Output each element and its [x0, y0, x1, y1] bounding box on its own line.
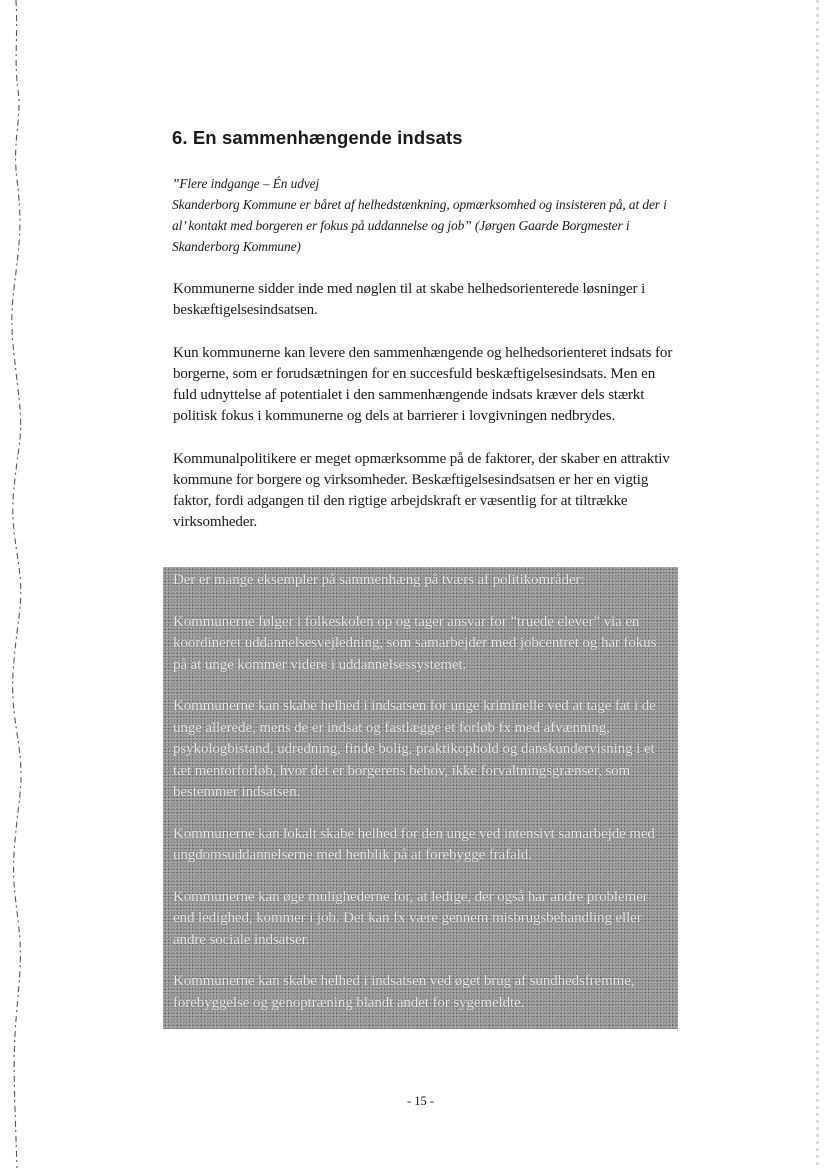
box-item-folkeskole: Kommunerne følger i folkeskolen op og tager ansvar for ”truede elever” via en koordineret uddannelsesvejledning, som samarbejder med jobcentret og har fokus på at unge kommer videre i uddannelsessystemet. — [173, 613, 657, 673]
paragraph-1: Kommunerne sidder inde med nøglen til at skabe helhedsorienterede løsninger i beskæftigelsesindsatsen. — [173, 281, 646, 318]
box-item-ledige: Kommunerne kan øge mulighederne for, at ledige, der også har andre problemer end ledighed, kommer i job. Det kan fx være gennem misbrugsbehandling eller andre sociale indsatser. — [173, 888, 648, 948]
paragraph-2: Kun kommunerne kan levere den sammenhængende og helhedsorienteret indsats for borgerne, som er forudsætningen for en succesfuld beskæftigelsesindsats. Men en fuld udnyttelse af potentialet i den sammenhængende indsats kræver dels stærkt politisk fokus i kommunerne og dels at barrierer i lovgivningen nedbrydes. — [173, 345, 673, 424]
box-item-kriminelle: Kommunerne kan skabe helhed i indsatsen for unge kriminelle ved at tage fat i de unge allerede, mens de er indsat og fastlægge et forløb fx med afvænning, psykologbistand, udredning, finde bolig, praktikophold og danskundervisning i et tæt mentorforløb, hvor det er borgerens behov, ikke forvaltningsgrænser, som bestemmer indsatsen. — [173, 698, 656, 800]
paragraph-3: Kommunalpolitikere er meget opmærksomme på de faktorer, der skaber en attraktiv kommune for borgere og virksomheder. Beskæftigelsesindsatsen er her en vigtig faktor, fordi adgangen til den rigtige arbejdskraft er væsentlig for at tiltrække virksomheder. — [173, 451, 670, 530]
quote-line-2: Skanderborg Kommune er båret af helhedstænkning, opmærksomhed og insisteren på, at der i al’ kontakt med borgeren er fokus på uddannelse og job” (Jørgen Gaarde Borgmester i Skanderborg Kommune) — [172, 197, 667, 254]
examples-box — [163, 567, 678, 1029]
scan-edge-right — [816, 0, 819, 1168]
box-item-ungdomsuddannelser: Kommunerne kan lokalt skabe helhed for den unge ved intensivt samarbejde med ungdomsuddannelserne med henblik på at forebygge frafald. — [173, 825, 655, 863]
box-item-sundhed: Kommunerne kan skabe helhed i indsatsen ved øget brug af sundhedsfremme, forebyggelse og genoptræning blandt andet for sygemeldte. — [173, 973, 635, 1011]
scan-edge-left — [4, 0, 26, 1168]
quote-line-1: ”Flere indgange – Én udvej — [172, 176, 320, 191]
section-heading: 6. En sammenhængende indsats — [172, 127, 463, 148]
box-intro: Der er mange eksempler på sammenhæng på tværs af politikområder: — [173, 572, 585, 588]
quote-block — [172, 173, 677, 257]
page-number: - 15 - — [406, 1094, 435, 1108]
page-content — [165, 127, 677, 555]
